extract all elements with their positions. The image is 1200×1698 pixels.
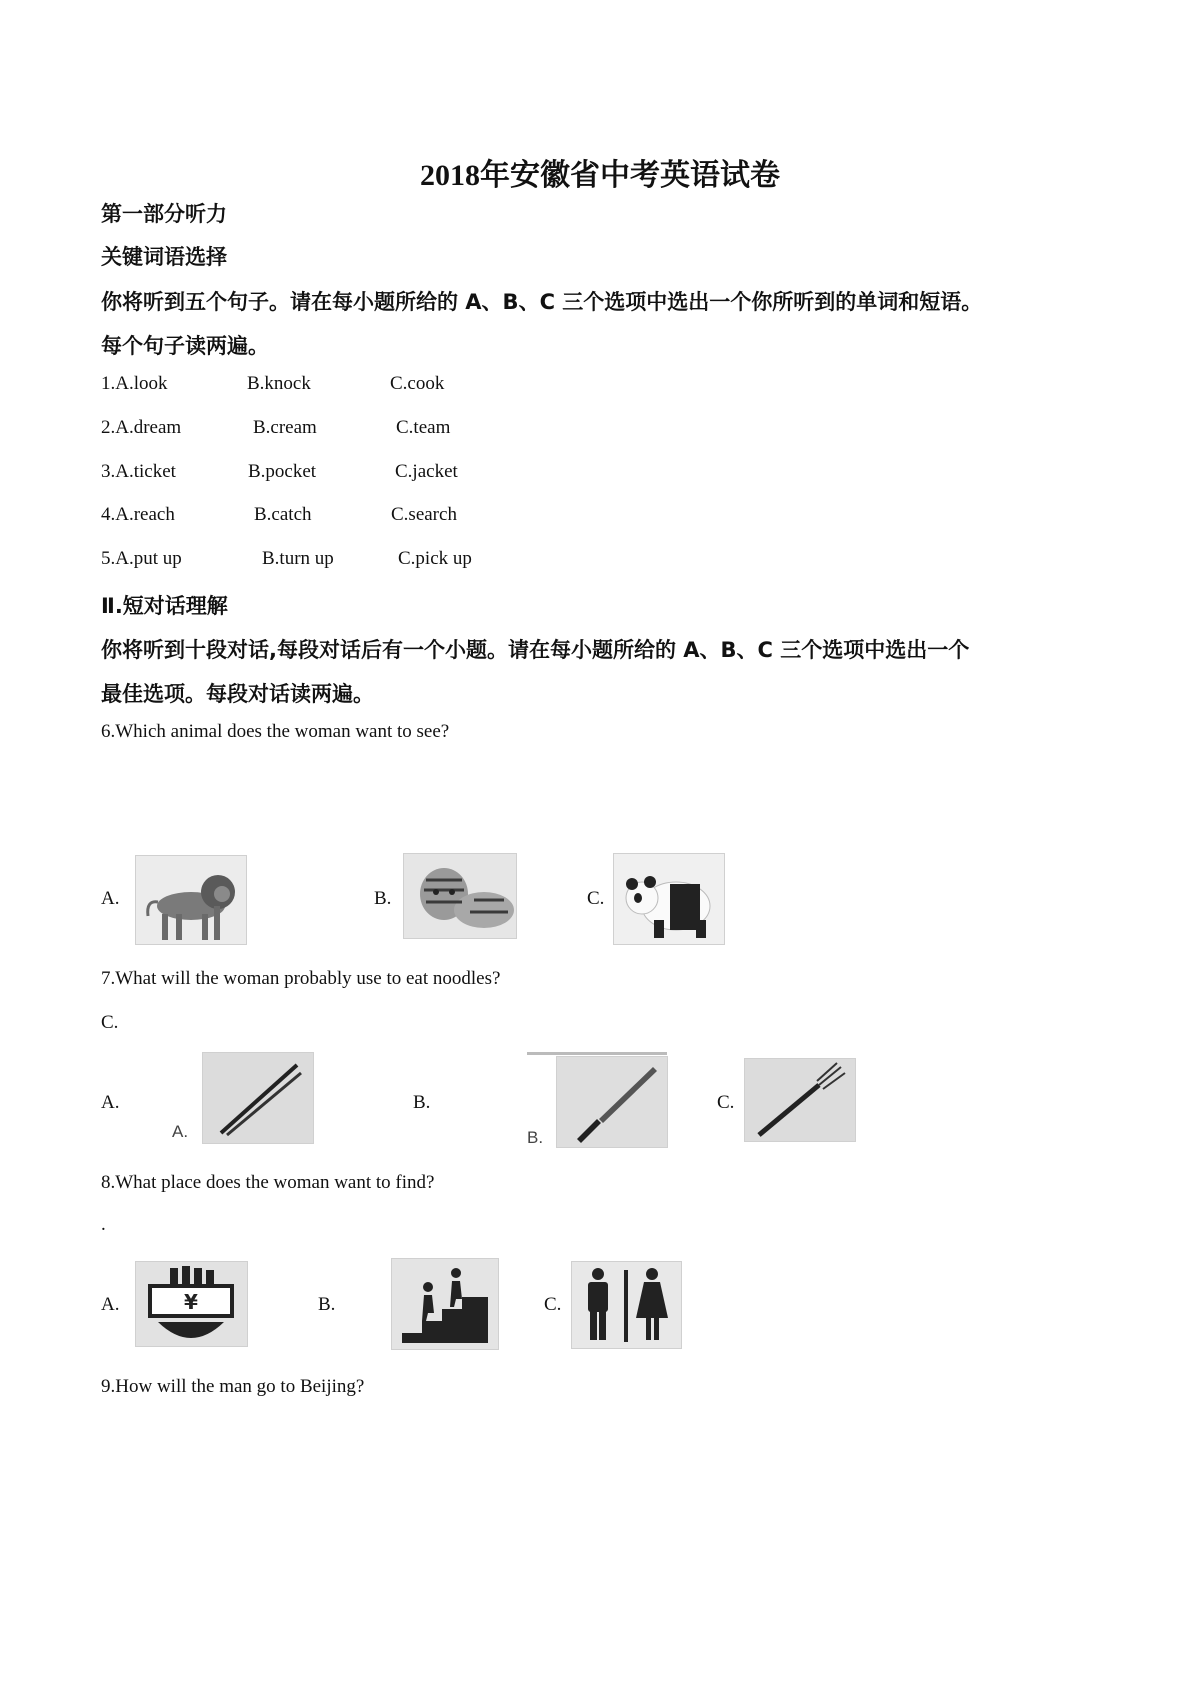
question-9-text: 9.How will the man go to Beijing?: [101, 1376, 365, 1397]
section2-heading: Ⅱ.短对话理解: [101, 594, 228, 618]
q7-option-b-label: B.: [413, 1092, 431, 1113]
option-a: 4.A.reach: [101, 504, 175, 525]
stairs-icon: [391, 1258, 499, 1350]
tiger-icon: [403, 853, 517, 939]
option-a: 1.A.look: [101, 373, 168, 394]
option-c: C.cook: [390, 373, 445, 394]
panda-icon: [613, 853, 725, 945]
fork-icon: [744, 1058, 856, 1142]
option-b: B.pocket: [248, 461, 317, 482]
option-b: B.catch: [254, 504, 312, 525]
section1-heading: 关键词语选择: [101, 245, 227, 269]
section2-instruction-line2: 最佳选项。每段对话读两遍。: [101, 682, 374, 706]
question-6-text: 6.Which animal does the woman want to see?: [101, 721, 450, 742]
lion-icon: [135, 855, 247, 945]
q7-option-a-label: A.: [101, 1092, 120, 1113]
chopsticks-icon: [202, 1052, 314, 1144]
svg-text:¥: ¥: [184, 1290, 198, 1314]
q6-option-c-label: C.: [587, 888, 605, 909]
q7-image-a-letter: A.: [172, 1122, 189, 1141]
page-title: 2018年安徽省中考英语试卷: [420, 159, 780, 192]
section2-instruction-line1: 你将听到十段对话,每段对话后有一个小题。请在每小题所给的 A、B、C 三个选项中选出一个: [101, 638, 970, 662]
q8-option-c-label: C.: [544, 1294, 562, 1315]
question-8-text: 8.What place does the woman want to find?: [101, 1172, 435, 1193]
restroom-icon: [571, 1261, 682, 1349]
option-c: C.pick up: [398, 548, 472, 569]
question-7-text: 7.What will the woman probably use to eat noodles?: [101, 968, 501, 989]
option-a: 3.A.ticket: [101, 461, 176, 482]
option-b: B.cream: [253, 417, 317, 438]
q7-option-c-label: C.: [717, 1092, 735, 1113]
option-b: B.turn up: [262, 548, 334, 569]
option-b: B.knock: [247, 373, 311, 394]
q6-option-b-label: B.: [374, 888, 392, 909]
section1-instruction-line1: 你将听到五个句子。请在每小题所给的 A、B、C 三个选项中选出一个你所听到的单词和短语。: [101, 290, 983, 314]
knife-icon: [556, 1056, 668, 1148]
option-a: 5.A.put up: [101, 548, 182, 569]
q7-image-b-letter: B.: [527, 1128, 544, 1147]
option-a: 2.A.dream: [101, 417, 182, 438]
q8-option-a-label: A.: [101, 1294, 120, 1315]
q8-option-b-label: B.: [318, 1294, 336, 1315]
option-c: C.jacket: [395, 461, 458, 482]
section1-instruction-line2: 每个句子读两遍。: [101, 334, 269, 358]
question-8-answer: .: [101, 1214, 106, 1235]
question-7-answer: C.: [101, 1012, 119, 1033]
option-c: C.team: [396, 417, 451, 438]
part-heading: 第一部分听力: [101, 202, 227, 226]
option-c: C.search: [391, 504, 457, 525]
q6-option-a-label: A.: [101, 888, 120, 909]
divider: [527, 1052, 667, 1055]
bank-icon: [135, 1261, 248, 1347]
